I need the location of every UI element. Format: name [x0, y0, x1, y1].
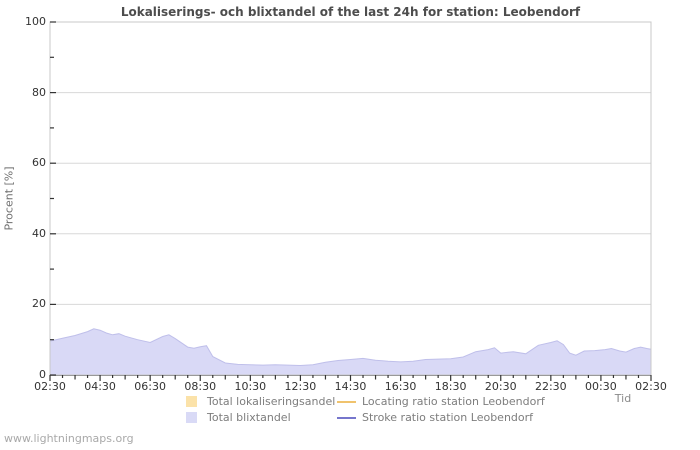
- watermark-lightningmaps: www.lightningmaps.org: [4, 432, 134, 445]
- x-tick-label-9: 20:30: [484, 380, 517, 393]
- chart-title: Lokaliserings- och blixtandel of the last 24h for station: Leobendorf: [120, 5, 581, 19]
- legend-label-total-blixtandel: Total blixtandel: [207, 411, 291, 424]
- x-tick-label-11: 00:30: [585, 380, 617, 393]
- x-tick-label-0: 02:30: [34, 380, 66, 393]
- y-tick-label-60: 60: [32, 156, 46, 170]
- y-axis-title: Procent [%]: [2, 166, 16, 231]
- y-tick-label-40: 40: [32, 226, 46, 240]
- locating-ratio-line-swatch-icon: [337, 401, 356, 403]
- x-tick-label-10: 22:30: [534, 380, 567, 393]
- y-tick-label-0: 0: [39, 368, 46, 381]
- stroke-ratio-line-swatch-icon: [337, 417, 356, 419]
- x-tick-label-12: 02:30: [635, 380, 667, 393]
- x-tick-label-2: 06:30: [134, 380, 166, 393]
- x-tick-label-4: 10:30: [234, 380, 267, 393]
- plot-frame: [50, 22, 651, 375]
- x-axis-title: Tid: [614, 392, 632, 405]
- area-total-blixtandel: [50, 329, 651, 375]
- blixtandel-area-swatch-icon: [186, 412, 197, 423]
- x-tick-label-7: 16:30: [384, 380, 417, 393]
- x-tick-label-5: 12:30: [284, 380, 317, 393]
- lokaliseringsandel-area-swatch-icon: [186, 396, 197, 407]
- legend-label-locating-ratio-station: Locating ratio station Leobendorf: [362, 395, 545, 408]
- x-tick-label-3: 08:30: [184, 380, 217, 393]
- legend-label-total-lokaliseringsandel: Total lokaliseringsandel: [207, 395, 336, 408]
- y-tick-label-100: 100: [25, 15, 46, 28]
- x-tick-label-8: 18:30: [434, 380, 467, 393]
- x-tick-label-1: 04:30: [84, 380, 116, 393]
- x-tick-label-6: 14:30: [334, 380, 367, 393]
- y-tick-label-80: 80: [32, 85, 46, 99]
- legend-label-stroke-ratio-station: Stroke ratio station Leobendorf: [362, 411, 534, 424]
- y-tick-label-20: 20: [32, 297, 46, 311]
